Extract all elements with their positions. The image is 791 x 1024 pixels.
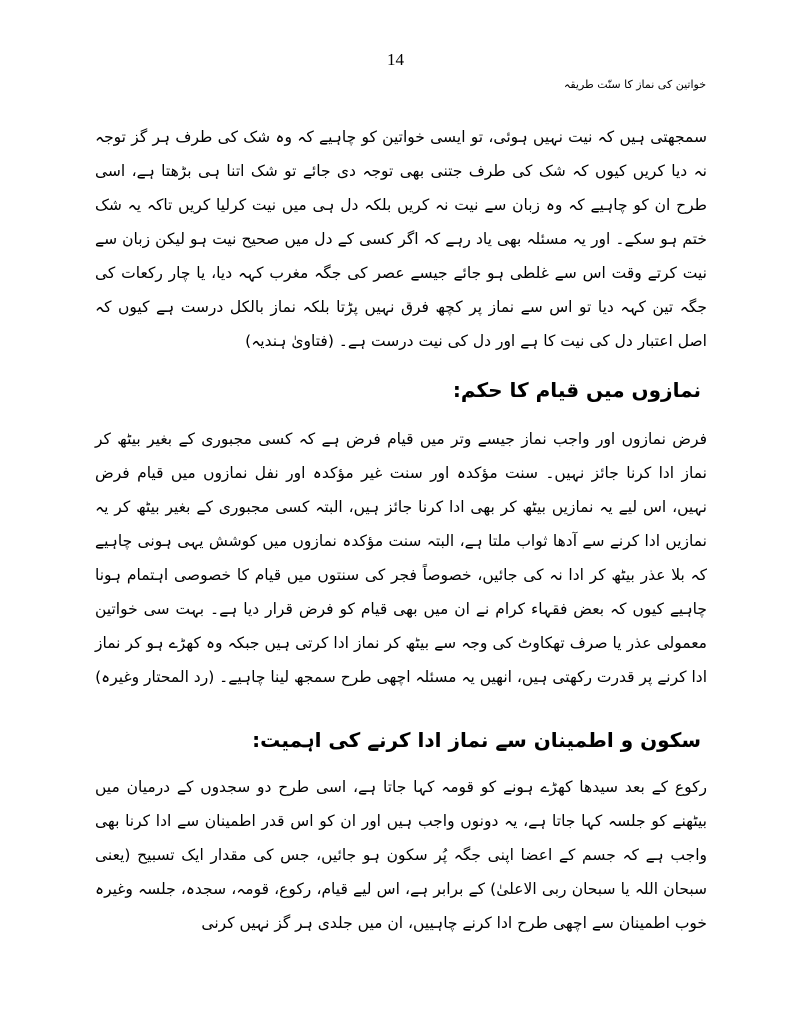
paragraph-text: رکوع کے بعد سیدھا کھڑے ہونے کو قومہ کہا جاتا ہے، اسی طرح دو سجدوں کے درمیان میں بیٹھنے کو جلسہ کہا جاتا ہے، یہ دونوں واجب ہیں اور ان کو اس قدر اطمینان سے ادا کرنا بھی واجب ہے کہ جسم کے اعضا اپنی جگہ پُر سکون ہو جائیں، جس کی مقدار ایک تسبیح (یعنی سبحان اللہ یا سبحان ربی الاعلیٰ) کے برابر ہے، اس لیے قیام، رکوع، قومہ، سجدہ، جلسہ وغیرہ خوب اطمینان سے اچھی طرح ادا کرنے چاہییں، ان میں جلدی ہر گز نہیں کرنی [95,778,707,932]
running-header: خواتین کی نماز کا سنّت طریقہ [563,78,706,91]
body-paragraph [95,770,707,940]
page-number: 14 [387,50,404,69]
paragraph-text: فرض نمازوں اور واجب نماز جیسے وتر میں قیام فرض ہے کہ کسی مجبوری کے بغیر بیٹھ کر نماز ادا کرنا جائز نہیں۔ سنت مؤکدہ اور سنت غیر مؤکدہ اور نفل نمازوں میں قیام فرض نہیں، اس لیے یہ نمازیں بیٹھ کر بھی ادا کرنا جائز ہیں، البتہ کسی مجبوری کے بغیر بیٹھ کر یہ نمازیں ادا کرنے سے آدھا ثواب ملتا ہے، البتہ سنت مؤکدہ نمازوں میں کوشش یہی ہونی چاہیے کہ بلا عذر بیٹھ کر ادا نہ کی جائیں، خصوصاً فجر کی سنتوں میں قیام کا خصوصی اہتمام ہونا چاہیے کیوں کہ بعض فقہاء کرام نے ان میں بھی قیام کو فرض قرار دیا ہے۔ بہت سی خواتین معمولی عذر یا صرف تھکاوٹ کی وجہ سے بیٹھ کر نماز ادا کرتی ہیں جبکہ وہ کھڑے ہو کر نماز ادا کرنے پر قدرت رکھتی ہیں، انھیں یہ مسئلہ اچھی طرح سمجھ لینا چاہیے۔ (رد المحتار وغیرہ) [95,430,707,686]
section-heading: نمازوں میں قیام کا حکم: [452,378,701,402]
body-paragraph [95,120,707,358]
body-paragraph [95,422,707,694]
paragraph-text: سمجھتی ہیں کہ نیت نہیں ہوئی، تو ایسی خواتین کو چاہیے کہ وہ شک کی طرف ہر گز توجہ نہ دیا کریں کیوں کہ شک کی طرف جتنی بھی توجہ دی جائے تو شک اتنا ہی بڑھتا ہے، اسی طرح ان کو چاہیے کہ وہ زبان سے نیت نہ کریں بلکہ دل ہی میں نیت کرلیا کریں تاکہ یہ شک ختم ہو سکے۔ اور یہ مسئلہ بھی یاد رہے کہ اگر کسی کے دل میں صحیح نیت ہو لیکن زبان سے نیت کرتے وقت اس سے غلطی ہو جائے جیسے عصر کی جگہ مغرب کہہ دیا، یا چار رکعات کی جگہ تین کہہ دیا تو اس سے نماز پر کچھ فرق نہیں پڑتا بلکہ نماز بالکل درست ہے کیوں کہ اصل اعتبار دل کی نیت کا ہے اور دل کی نیت درست ہے۔ (فتاویٰ ہندیہ) [95,128,707,350]
section-heading: سکون و اطمینان سے نماز ادا کرنے کی اہمیت: [252,728,701,752]
